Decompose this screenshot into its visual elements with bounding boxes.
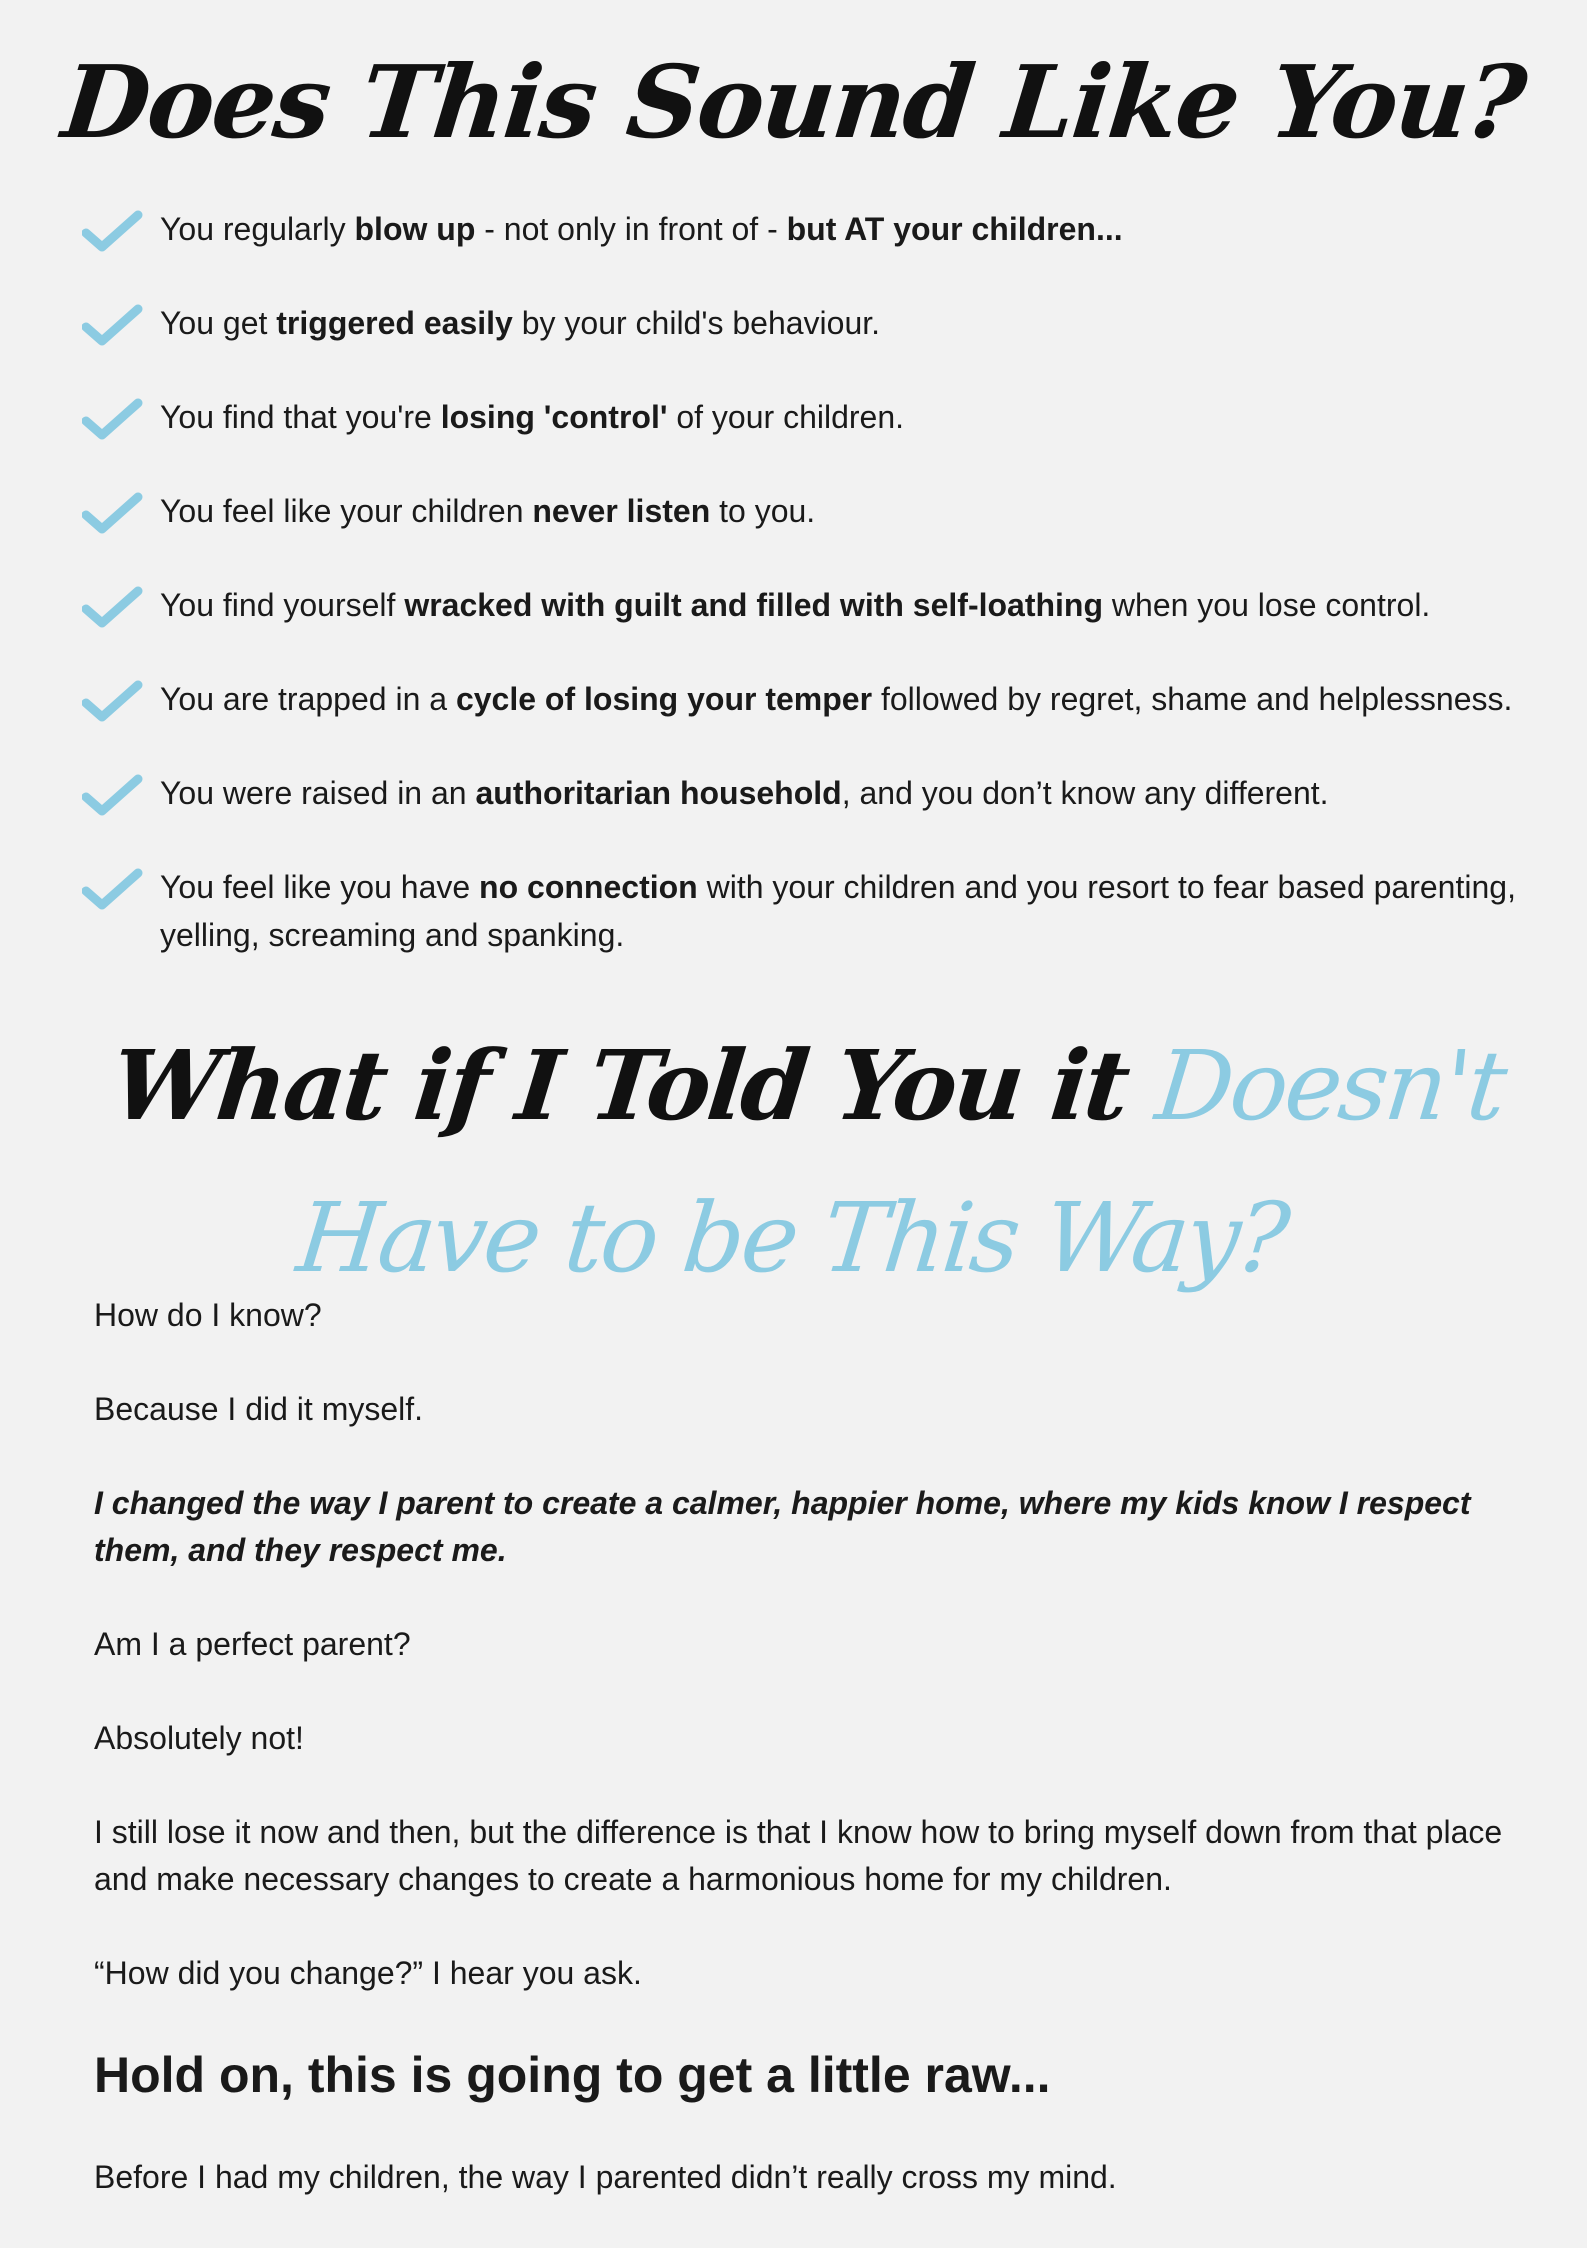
item-text: , and you don’t know any different. [841, 775, 1329, 811]
checklist-item [82, 675, 1562, 723]
item-text: You feel like you have [160, 869, 480, 905]
checklist-item [82, 393, 1562, 441]
item-text: You regularly [160, 211, 355, 247]
paragraph: How do I know? [94, 1297, 322, 1333]
closing-paragraph: Before I had my children, the way I parented didn’t really cross my mind. [94, 2159, 1117, 2195]
item-text: You feel like your children [160, 493, 533, 529]
paragraph: “How did you change?” I hear you ask. [94, 1955, 642, 1991]
item-text: followed by regret, shame and helplessness. [872, 681, 1513, 717]
paragraph: Am I a perfect parent? [94, 1626, 411, 1662]
symptom-checklist [82, 205, 1562, 1005]
checkmark-icon [82, 865, 144, 913]
item-text: to you. [710, 493, 816, 529]
checkmark-icon [82, 301, 144, 349]
item-text: of your children. [667, 399, 905, 435]
emphasis-text: wracked with guilt and filled with self-loathing [404, 587, 1104, 623]
item-text: with your children and you resort to fear based parenting, yelling, screaming and spanking. [160, 869, 1516, 953]
item-text: when you lose control. [1103, 587, 1431, 623]
checkmark-icon [82, 489, 144, 537]
section-title-dark: What if I Told You it [106, 1029, 1163, 1142]
checklist-item [82, 863, 1562, 959]
emphasis-text: authoritarian household [475, 775, 842, 811]
paragraph: I still lose it now and then, but the difference is that I know how to bring myself down from that place and make necessary changes to create a harmonious home for my children. [94, 1814, 1503, 1897]
checklist-item [82, 581, 1562, 629]
paragraph: Because I did it myself. [94, 1391, 424, 1427]
section-title-accent: Doesn't Have to be This Way? [292, 1030, 1510, 1294]
emphasis-text: losing 'control' [440, 399, 668, 435]
checklist-item [82, 487, 1562, 535]
emphasis-text: cycle of losing your temper [455, 681, 873, 717]
checkmark-icon [82, 771, 144, 819]
item-text: You find that you're [160, 399, 441, 435]
item-text: You get [160, 305, 277, 341]
item-text: - not only in front of - [475, 211, 787, 247]
section-title [74, 1010, 1526, 1314]
item-text: by your child's behaviour. [512, 305, 881, 341]
checkmark-icon [82, 677, 144, 725]
checkmark-icon [82, 395, 144, 443]
checklist-item [82, 299, 1562, 347]
emphasis-text: triggered easily [276, 305, 513, 341]
emphasis-text: blow up [354, 211, 476, 247]
paragraph: Absolutely not! [94, 1720, 304, 1756]
item-text: You find yourself [160, 587, 405, 623]
item-text: You were raised in an [160, 775, 476, 811]
subheading: Hold on, this is going to get a little raw... [94, 2047, 1051, 2103]
story-paragraphs [94, 1292, 1534, 1997]
checklist-item [82, 769, 1562, 817]
item-text: You are trapped in a [160, 681, 456, 717]
paragraph: I changed the way I parent to create a calmer, happier home, where my kids know I respect them, and they respect me. [94, 1485, 1471, 1568]
checklist-item [82, 205, 1562, 253]
emphasis-text: no connection [479, 869, 698, 905]
emphasis-text: never listen [532, 493, 711, 529]
checkmark-icon [82, 207, 144, 255]
checkmark-icon [82, 583, 144, 631]
page-title: Does This Sound Like You? [57, 43, 1530, 161]
body-text [94, 1292, 1534, 2248]
emphasis-text: but AT your children... [786, 211, 1123, 247]
